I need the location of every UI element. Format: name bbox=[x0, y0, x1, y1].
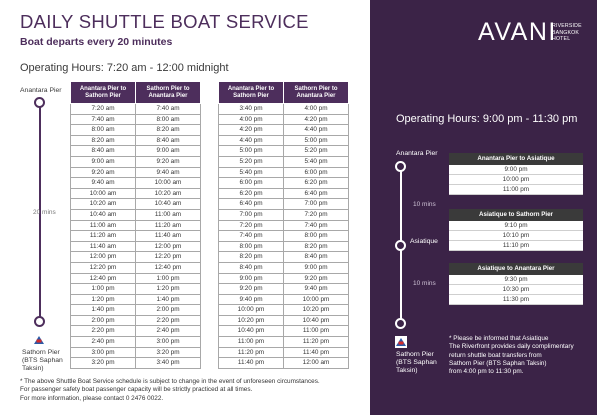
departure-time-cell: 9:40 am bbox=[136, 167, 201, 178]
departure-time-cell: 8:00 am bbox=[71, 125, 136, 136]
departure-time-cell: 10:00 pm bbox=[219, 305, 284, 316]
schedule-row bbox=[71, 273, 201, 284]
departure-time-cell: 2:20 pm bbox=[71, 326, 136, 337]
departure-time-cell: 4:20 pm bbox=[284, 114, 349, 125]
schedule-row bbox=[219, 284, 349, 295]
departure-time-cell: 8:20 pm bbox=[284, 241, 349, 252]
departure-time-cell: 4:40 pm bbox=[219, 135, 284, 146]
departure-time-cell: 4:00 pm bbox=[219, 114, 284, 125]
schedule-row bbox=[71, 358, 201, 369]
departure-time-cell: 4:00 pm bbox=[284, 104, 349, 115]
departure-time-cell: 1:00 pm bbox=[71, 284, 136, 295]
departure-time-cell: 10:00 am bbox=[71, 188, 136, 199]
schedule-row bbox=[71, 125, 201, 136]
col-header-anantara-to-sathorn: Anantara Pier to Sathorn Pier bbox=[219, 82, 284, 104]
schedule-row bbox=[219, 114, 349, 125]
departure-time-cell: 4:20 pm bbox=[219, 125, 284, 136]
departure-time-cell: 8:20 pm bbox=[219, 252, 284, 263]
schedule-row bbox=[219, 167, 349, 178]
departure-time-cell: 5:00 pm bbox=[219, 146, 284, 157]
night-block-title: Asiatique to Anantara Pier bbox=[449, 263, 583, 275]
departure-time-cell: 1:40 pm bbox=[71, 305, 136, 316]
departure-time-cell: 10:40 pm bbox=[284, 315, 349, 326]
schedule-row bbox=[71, 241, 201, 252]
departure-time-cell: 9:20 am bbox=[136, 156, 201, 167]
departure-time-cell: 5:00 pm bbox=[284, 135, 349, 146]
night-time-cell: 9:30 pm bbox=[449, 275, 583, 285]
schedule-row bbox=[219, 146, 349, 157]
schedule-row bbox=[219, 156, 349, 167]
departure-time-cell: 11:00 pm bbox=[219, 337, 284, 348]
departure-time-cell: 6:40 pm bbox=[284, 188, 349, 199]
departure-time-cell: 9:00 pm bbox=[284, 262, 349, 273]
departure-time-cell: 11:20 pm bbox=[284, 337, 349, 348]
departure-time-cell: 12:00 am bbox=[284, 358, 349, 369]
departure-time-cell: 8:40 pm bbox=[284, 252, 349, 263]
bts-train-icon bbox=[395, 336, 407, 348]
schedule-row bbox=[219, 178, 349, 189]
night-route-end-label: Sathorn Pier (BTS Saphan Taksin) bbox=[396, 351, 437, 375]
departure-time-cell: 8:40 am bbox=[71, 146, 136, 157]
night-time-cell: 9:10 pm bbox=[449, 221, 583, 231]
departure-time-cell: 9:20 pm bbox=[284, 273, 349, 284]
departure-time-cell: 7:20 pm bbox=[284, 209, 349, 220]
night-interval-label-1: 10 mins bbox=[413, 201, 436, 208]
schedule-row bbox=[71, 167, 201, 178]
avani-logo bbox=[478, 18, 588, 52]
departure-time-cell: 12:20 pm bbox=[71, 262, 136, 273]
operating-hours: Operating Hours: 7:20 am - 12:00 midnight bbox=[20, 62, 229, 74]
night-block-title: Anantara Pier to Asiatique bbox=[449, 153, 583, 165]
departure-time-cell: 9:20 am bbox=[71, 167, 136, 178]
night-time-cell: 9:00 pm bbox=[449, 165, 583, 175]
departure-time-cell: 1:20 pm bbox=[136, 284, 201, 295]
departure-time-cell: 3:20 pm bbox=[136, 347, 201, 358]
departure-time-cell: 7:40 am bbox=[136, 104, 201, 115]
night-route-end-dot bbox=[395, 318, 406, 329]
departure-time-cell: 8:20 am bbox=[136, 125, 201, 136]
schedule-row bbox=[71, 231, 201, 242]
departure-time-cell: 1:40 pm bbox=[136, 294, 201, 305]
route-interval-label: 20 mins bbox=[33, 209, 56, 216]
departure-time-cell: 6:40 pm bbox=[219, 199, 284, 210]
departure-time-cell: 10:20 pm bbox=[219, 315, 284, 326]
route-start-label: Anantara Pier bbox=[20, 87, 62, 94]
schedule-table-evening bbox=[218, 81, 349, 369]
schedule-row bbox=[219, 252, 349, 263]
schedule-row bbox=[219, 294, 349, 305]
departure-time-cell: 2:40 pm bbox=[71, 337, 136, 348]
departure-time-cell: 11:40 pm bbox=[284, 347, 349, 358]
night-block-anantara-to-asiatique bbox=[449, 153, 583, 195]
schedule-row bbox=[71, 294, 201, 305]
logo-wordmark: AVANI bbox=[478, 18, 557, 46]
schedule-row bbox=[219, 305, 349, 316]
schedule-table-morning bbox=[70, 81, 201, 369]
col-header-sathorn-to-anantara: Sathorn Pier to Anantara Pier bbox=[136, 82, 201, 104]
departure-time-cell: 11:20 am bbox=[71, 231, 136, 242]
departure-time-cell: 6:00 pm bbox=[219, 178, 284, 189]
departure-time-cell: 3:40 pm bbox=[219, 104, 284, 115]
schedule-row bbox=[71, 305, 201, 316]
departure-time-cell: 9:00 pm bbox=[219, 273, 284, 284]
schedule-row bbox=[71, 347, 201, 358]
departure-time-cell: 9:40 am bbox=[71, 178, 136, 189]
departure-time-cell: 5:40 pm bbox=[219, 167, 284, 178]
page-subtitle: Boat departs every 20 minutes bbox=[20, 36, 173, 48]
schedule-row bbox=[71, 284, 201, 295]
departure-time-cell: 11:20 am bbox=[136, 220, 201, 231]
departure-time-cell: 6:20 pm bbox=[219, 188, 284, 199]
departure-time-cell: 12:00 pm bbox=[136, 241, 201, 252]
night-route-middle-label: Asiatique bbox=[410, 238, 438, 245]
footnotes bbox=[20, 378, 320, 403]
departure-time-cell: 1:20 pm bbox=[71, 294, 136, 305]
night-route-start-dot bbox=[395, 161, 406, 172]
schedule-row bbox=[219, 231, 349, 242]
departure-time-cell: 3:00 pm bbox=[136, 337, 201, 348]
departure-time-cell: 10:00 pm bbox=[284, 294, 349, 305]
departure-time-cell: 12:00 pm bbox=[71, 252, 136, 263]
schedule-row bbox=[71, 220, 201, 231]
departure-time-cell: 8:20 am bbox=[71, 135, 136, 146]
departure-time-cell: 10:40 am bbox=[136, 199, 201, 210]
departure-time-cell: 3:20 pm bbox=[71, 358, 136, 369]
departure-time-cell: 9:00 am bbox=[136, 146, 201, 157]
departure-time-cell: 10:20 am bbox=[71, 199, 136, 210]
departure-time-cell: 2:20 pm bbox=[136, 315, 201, 326]
departure-time-cell: 9:20 pm bbox=[219, 284, 284, 295]
schedule-row bbox=[219, 209, 349, 220]
departure-time-cell: 7:40 pm bbox=[219, 231, 284, 242]
departure-time-cell: 7:20 pm bbox=[219, 220, 284, 231]
footnote-line: For more information, please contact 0 2476 0022. bbox=[20, 394, 164, 402]
departure-time-cell: 11:20 pm bbox=[219, 347, 284, 358]
night-time-cell: 11:30 pm bbox=[449, 295, 583, 305]
departure-time-cell: 2:00 pm bbox=[71, 315, 136, 326]
route-end-dot bbox=[34, 316, 45, 327]
departure-time-cell: 3:00 pm bbox=[71, 347, 136, 358]
departure-time-cell: 9:40 pm bbox=[284, 284, 349, 295]
schedule-row bbox=[219, 337, 349, 348]
departure-time-cell: 12:20 pm bbox=[136, 252, 201, 263]
asiatique-note: * Please be informed that Asiatique The Riverfront provides daily complimentary return shuttle boat transfers from Sathorn Pier (BTS Saphan Taksin) from 4:00 pm to 11:30 pm. bbox=[449, 335, 574, 376]
departure-time-cell: 11:40 am bbox=[71, 241, 136, 252]
departure-time-cell: 11:00 pm bbox=[284, 326, 349, 337]
departure-time-cell: 5:40 pm bbox=[284, 156, 349, 167]
schedule-row bbox=[71, 135, 201, 146]
night-time-cell: 10:30 pm bbox=[449, 285, 583, 295]
departure-time-cell: 12:40 pm bbox=[71, 273, 136, 284]
departure-time-cell: 7:40 am bbox=[71, 114, 136, 125]
departure-time-cell: 9:40 pm bbox=[219, 294, 284, 305]
departure-time-cell: 8:00 am bbox=[136, 114, 201, 125]
schedule-row bbox=[219, 358, 349, 369]
footnote-line: * The above Shuttle Boat Service schedule is subject to change in the event of unforeseen circumstances. bbox=[20, 378, 320, 385]
night-block-asiatique-to-sathorn bbox=[449, 209, 583, 251]
schedule-row bbox=[219, 125, 349, 136]
departure-time-cell: 8:40 pm bbox=[219, 262, 284, 273]
schedule-row bbox=[219, 262, 349, 273]
schedule-row bbox=[71, 326, 201, 337]
schedule-row bbox=[71, 252, 201, 263]
departure-time-cell: 6:00 pm bbox=[284, 167, 349, 178]
night-time-cell: 11:10 pm bbox=[449, 241, 583, 251]
departure-time-cell: 7:00 pm bbox=[284, 199, 349, 210]
schedule-row bbox=[219, 199, 349, 210]
night-time-cell: 10:10 pm bbox=[449, 231, 583, 241]
logo-subtext: RIVERSIDE BANGKOK HOTEL bbox=[552, 23, 582, 42]
departure-time-cell: 10:00 am bbox=[136, 178, 201, 189]
night-time-cell: 11:00 pm bbox=[449, 185, 583, 195]
schedule-row bbox=[71, 262, 201, 273]
departure-time-cell: 1:00 pm bbox=[136, 273, 201, 284]
schedule-row bbox=[71, 178, 201, 189]
departure-time-cell: 10:40 pm bbox=[219, 326, 284, 337]
schedule-row bbox=[219, 220, 349, 231]
departure-time-cell: 10:20 am bbox=[136, 188, 201, 199]
departure-time-cell: 3:40 pm bbox=[136, 358, 201, 369]
departure-time-cell: 9:00 am bbox=[71, 156, 136, 167]
departure-time-cell: 10:40 am bbox=[71, 209, 136, 220]
departure-time-cell: 11:00 am bbox=[136, 209, 201, 220]
schedule-row bbox=[219, 241, 349, 252]
departure-time-cell: 11:40 pm bbox=[219, 358, 284, 369]
departure-time-cell: 5:20 pm bbox=[284, 146, 349, 157]
departure-time-cell: 8:40 am bbox=[136, 135, 201, 146]
page-title: DAILY SHUTTLE BOAT SERVICE bbox=[20, 11, 309, 32]
night-route-start-label: Anantara Pier bbox=[396, 150, 438, 157]
schedule-row bbox=[219, 188, 349, 199]
night-block-asiatique-to-anantara bbox=[449, 263, 583, 305]
departure-time-cell: 8:00 pm bbox=[284, 231, 349, 242]
schedule-row bbox=[219, 347, 349, 358]
col-header-anantara-to-sathorn: Anantara Pier to Sathorn Pier bbox=[71, 82, 136, 104]
departure-time-cell: 11:40 am bbox=[136, 231, 201, 242]
route-end-label: Sathorn Pier (BTS Saphan Taksin) bbox=[22, 349, 63, 373]
night-route-middle-dot bbox=[395, 240, 406, 251]
departure-time-cell: 8:00 pm bbox=[219, 241, 284, 252]
schedule-row bbox=[219, 326, 349, 337]
schedule-row bbox=[71, 209, 201, 220]
schedule-row bbox=[71, 337, 201, 348]
schedule-row bbox=[71, 315, 201, 326]
schedule-row bbox=[71, 188, 201, 199]
footnote-line: For passenger safety boat passenger capacity will be strictly practiced at all times. bbox=[20, 386, 253, 394]
departure-time-cell: 12:40 pm bbox=[136, 262, 201, 273]
departure-time-cell: 7:00 pm bbox=[219, 209, 284, 220]
col-header-sathorn-to-anantara: Sathorn Pier to Anantara Pier bbox=[284, 82, 349, 104]
schedule-row bbox=[71, 104, 201, 115]
schedule-row bbox=[71, 156, 201, 167]
schedule-row bbox=[219, 135, 349, 146]
departure-time-cell: 2:40 pm bbox=[136, 326, 201, 337]
departure-time-cell: 2:00 pm bbox=[136, 305, 201, 316]
schedule-row bbox=[71, 199, 201, 210]
night-operating-hours: Operating Hours: 9:00 pm - 11:30 pm bbox=[396, 113, 578, 125]
departure-time-cell: 11:00 am bbox=[71, 220, 136, 231]
schedule-row bbox=[71, 146, 201, 157]
schedule-row bbox=[71, 114, 201, 125]
night-time-cell: 10:00 pm bbox=[449, 175, 583, 185]
night-interval-label-2: 10 mins bbox=[413, 280, 436, 287]
schedule-row bbox=[219, 273, 349, 284]
departure-time-cell: 7:40 pm bbox=[284, 220, 349, 231]
schedule-row bbox=[219, 315, 349, 326]
departure-time-cell: 6:20 pm bbox=[284, 178, 349, 189]
departure-time-cell: 5:20 pm bbox=[219, 156, 284, 167]
night-block-title: Asiatique to Sathorn Pier bbox=[449, 209, 583, 221]
departure-time-cell: 10:20 pm bbox=[284, 305, 349, 316]
departure-time-cell: 4:40 pm bbox=[284, 125, 349, 136]
route-start-dot bbox=[34, 97, 45, 108]
bts-train-icon bbox=[33, 334, 45, 346]
departure-time-cell: 7:20 am bbox=[71, 104, 136, 115]
schedule-row bbox=[219, 104, 349, 115]
